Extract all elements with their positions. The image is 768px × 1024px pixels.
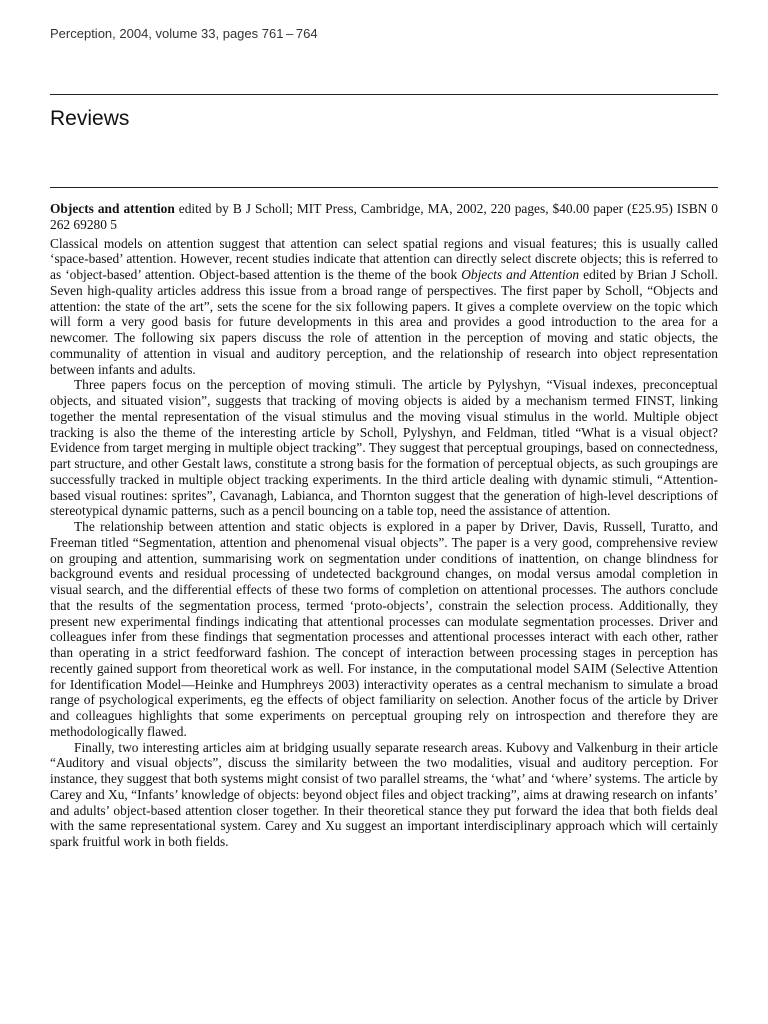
section-rule: [50, 187, 718, 188]
paragraph-1: [50, 236, 718, 378]
section-title: Reviews: [50, 107, 130, 130]
paragraph-3: The relationship between attention and static objects is explored in a paper by Driver, Davis, Russell, Turatto, and Freeman titled “Segmentation, attention and phenomenal visual objects”. The paper is a very good, comprehensive review on grouping and attention, summarising work on segmentation under conditions of inattention, on change blindness for background events and residual processing of undetected background changes, on modal versus amodal completion in visual search, and the differential effects of these two forms of completion on attentional processes. The authors conclude that the results of the segmentation process, termed ‘proto-objects’, constrain the selection process. Additionally, they present new experimental findings indicating that attentional processes can modulate segmentation processes. Driver and colleagues infer from these findings that segmentation processes and attentional processes interact with each other, rather than operating in a strict feedforward fashion. The concept of interaction between processing stages in perception has recently gained support from theoretical work as well. For instance, in the computational model SAIM (Selective Attention for Identification Model—Heinke and Humphreys 2003) interactivity operates as a central mechanism to simulate a broad range of psychological experiments, eg the effects of object familiarity on selection. Another focus of the article by Driver and colleagues highlights that some experiments on perceptual grouping rely on introspection and therefore they are methodologically flawed.: [50, 519, 718, 739]
paragraph-2: Three papers focus on the perception of moving stimuli. The article by Pylyshyn, “Visual indexes, preconceptual objects, and situated vision”, suggests that tracking of moving objects is aided by a mechanism termed FINST, linking together the mental representation of the visual stimulus and the moving visual stimulus in the world. Multiple object tracking is also the theme of the interesting article by Scholl, Pylyshyn, and Feldman, titled “What is a visual object? Evidence from target merging in multiple object tracking”. They suggest that perceptual groupings, based on connectedness, part structure, and other Gestalt laws, constitute a strong basis for the formation of perceptual objects, as such groupings are successfully tracked in multiple object tracking experiments. In the third article dealing with dynamic stimuli, “Attention-based visual routines: sprites”, Cavanagh, Labianca, and Thornton suggest that the generation of high-level descriptions of stereotypical dynamic patterns, such as a pencil bouncing on a table top, need the assistance of attention.: [50, 377, 718, 519]
paragraph-4: Finally, two interesting articles aim at bridging usually separate research areas. Kubovy and Valkenburg in their article “Auditory and visual objects”, discuss the similarity between the two modalities, visual and auditory perception. For instance, they suggest that both systems might consist of two parallel streams, the ‘what’ and ‘where’ systems. The article by Carey and Xu, “Infants’ knowledge of objects: beyond object files and object tracking”, aims at drawing research on infants’ and adults’ object-based attention closer together. In their theoretical stance they put forward the idea that both fields deal with the same representational system. Carey and Xu suggest an important interdisciplinary approach which will certainly spark fruitful work in both fields.: [50, 739, 718, 849]
top-rule: [50, 94, 718, 95]
paragraph-1-text-b: edited by Brian J Scholl. Seven high-quality articles address this issue from a broad range of perspectives. The first paper by Scholl, “Objects and attention: the state of the art”, sets the scene for the six following papers. It gives a complete overview on the topic which will form a very good basis for future developments in this area and provides a good introduction to the area for a newcomer. The following six papers discuss the role of attention in the perception of moving and static objects, the communality of attention in visual and auditory perception, and the relationship of research into object representation between infants and adults.: [50, 267, 718, 377]
book-title: Objects and attention: [50, 201, 175, 216]
book-title-italic: Objects and Attention: [461, 267, 580, 282]
paragraph-1-text-a: Classical models on attention suggest that attention can select spatial regions and visual features; this is usually called ‘space-based’ attention. However, recent studies indicate that attention can directly select discrete objects; this is referred to as ‘object-based’ attention. Object-based attention is the theme of the book: [50, 235, 718, 282]
book-citation: [50, 201, 718, 233]
journal-header: Perception, 2004, volume 33, pages 761 – 764: [50, 26, 318, 41]
review-body: [50, 201, 718, 850]
book-details: edited by B J Scholl; MIT Press, Cambridge, MA, 2002, 220 pages, $40.00 paper (£25.95) ISBN 0 262 69280 5: [50, 201, 718, 232]
